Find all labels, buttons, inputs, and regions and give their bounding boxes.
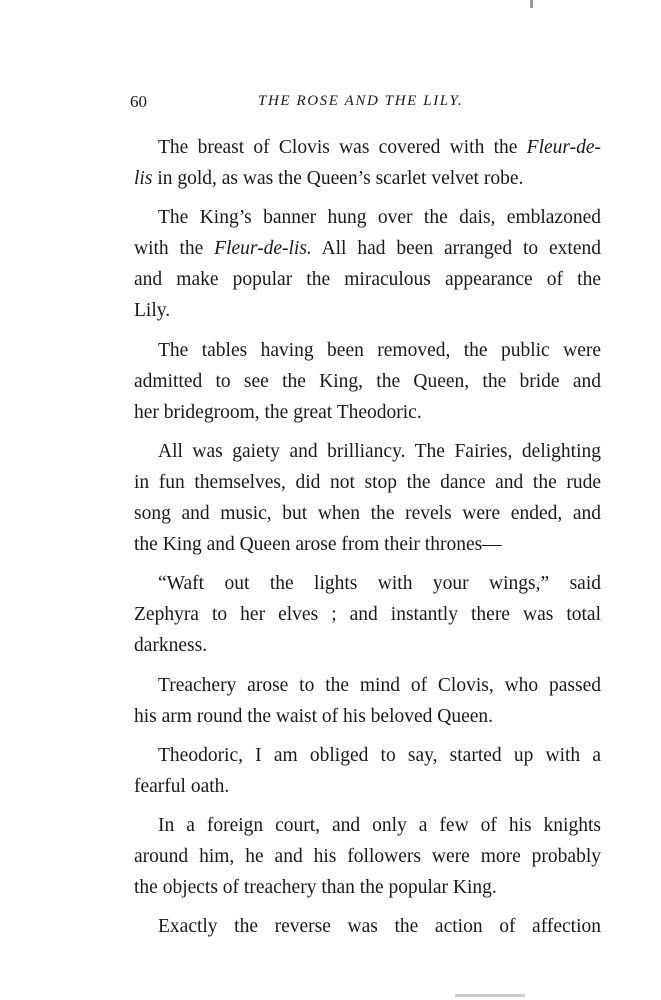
text-line: Zephyra to her elves ; and instantly there was total xyxy=(134,604,601,626)
text-line: her bridegroom, the great Theodoric. xyxy=(134,401,422,423)
text-line: Treachery arose to the mind of Clovis, who passed xyxy=(158,674,601,696)
text-line: The King’s banner hung over the dais, emblazoned xyxy=(158,207,601,229)
text-line: darkness. xyxy=(134,635,208,657)
paragraph-9 xyxy=(134,911,601,942)
text-line: the objects of treachery than the popular King. xyxy=(134,877,497,899)
scan-mark xyxy=(530,0,533,8)
paragraph-4 xyxy=(134,436,601,560)
text-line: song and music, but when the revels were ended, and xyxy=(134,503,601,525)
paragraph-7 xyxy=(134,740,601,802)
text-line: All was gaiety and brilliancy. The Fairies, delighting xyxy=(158,440,601,462)
text-run: The breast of Clovis was covered with the xyxy=(158,137,527,158)
text-line: admitted to see the King, the Queen, the bride and xyxy=(134,370,601,392)
text-line xyxy=(134,163,601,194)
text-line: around him, he and his followers were more probably xyxy=(134,845,601,867)
paragraph-3 xyxy=(134,335,601,428)
text-line: in fun themselves, did not stop the dance and the rude xyxy=(134,471,601,493)
italic-term: lis xyxy=(134,168,153,190)
text-run: All had been arranged to extend xyxy=(311,238,601,260)
body-text xyxy=(134,132,601,942)
text-run: in gold, as was the Queen’s scarlet velvet robe. xyxy=(152,168,524,190)
text-line: Lily. xyxy=(134,300,171,322)
text-line: In a foreign court, and only a few of his knights xyxy=(158,814,601,836)
page-number: 60 xyxy=(130,92,147,111)
text-line: “Waft out the lights with your wings,” said xyxy=(158,573,601,595)
page-header xyxy=(130,92,600,114)
paragraph-6 xyxy=(134,670,601,732)
text-line: his arm round the waist of his beloved Queen. xyxy=(134,705,494,727)
text-line: fearful oath. xyxy=(134,775,230,797)
paragraph-2 xyxy=(134,202,601,326)
italic-term: Fleur-de-lis. xyxy=(214,238,312,260)
paragraph-5 xyxy=(134,568,601,661)
scan-smudge xyxy=(455,994,525,997)
text-line: the King and Queen arose from their thrones— xyxy=(134,534,502,556)
paragraph-8 xyxy=(134,810,601,903)
text-line: Theodoric, I am obliged to say, started up with a xyxy=(158,744,601,766)
italic-term: Fleur-de- xyxy=(526,137,601,158)
text-line: The tables having been removed, the public were xyxy=(158,339,601,361)
text-line: Exactly the reverse was the action of affection xyxy=(158,916,601,938)
paragraph-1 xyxy=(134,132,601,194)
text-line: and make popular the miraculous appearance of the xyxy=(134,269,601,291)
text-line xyxy=(134,233,601,264)
text-run: with the xyxy=(134,238,215,260)
text-line xyxy=(134,132,601,163)
running-head: THE ROSE AND THE LILY. xyxy=(258,93,464,109)
